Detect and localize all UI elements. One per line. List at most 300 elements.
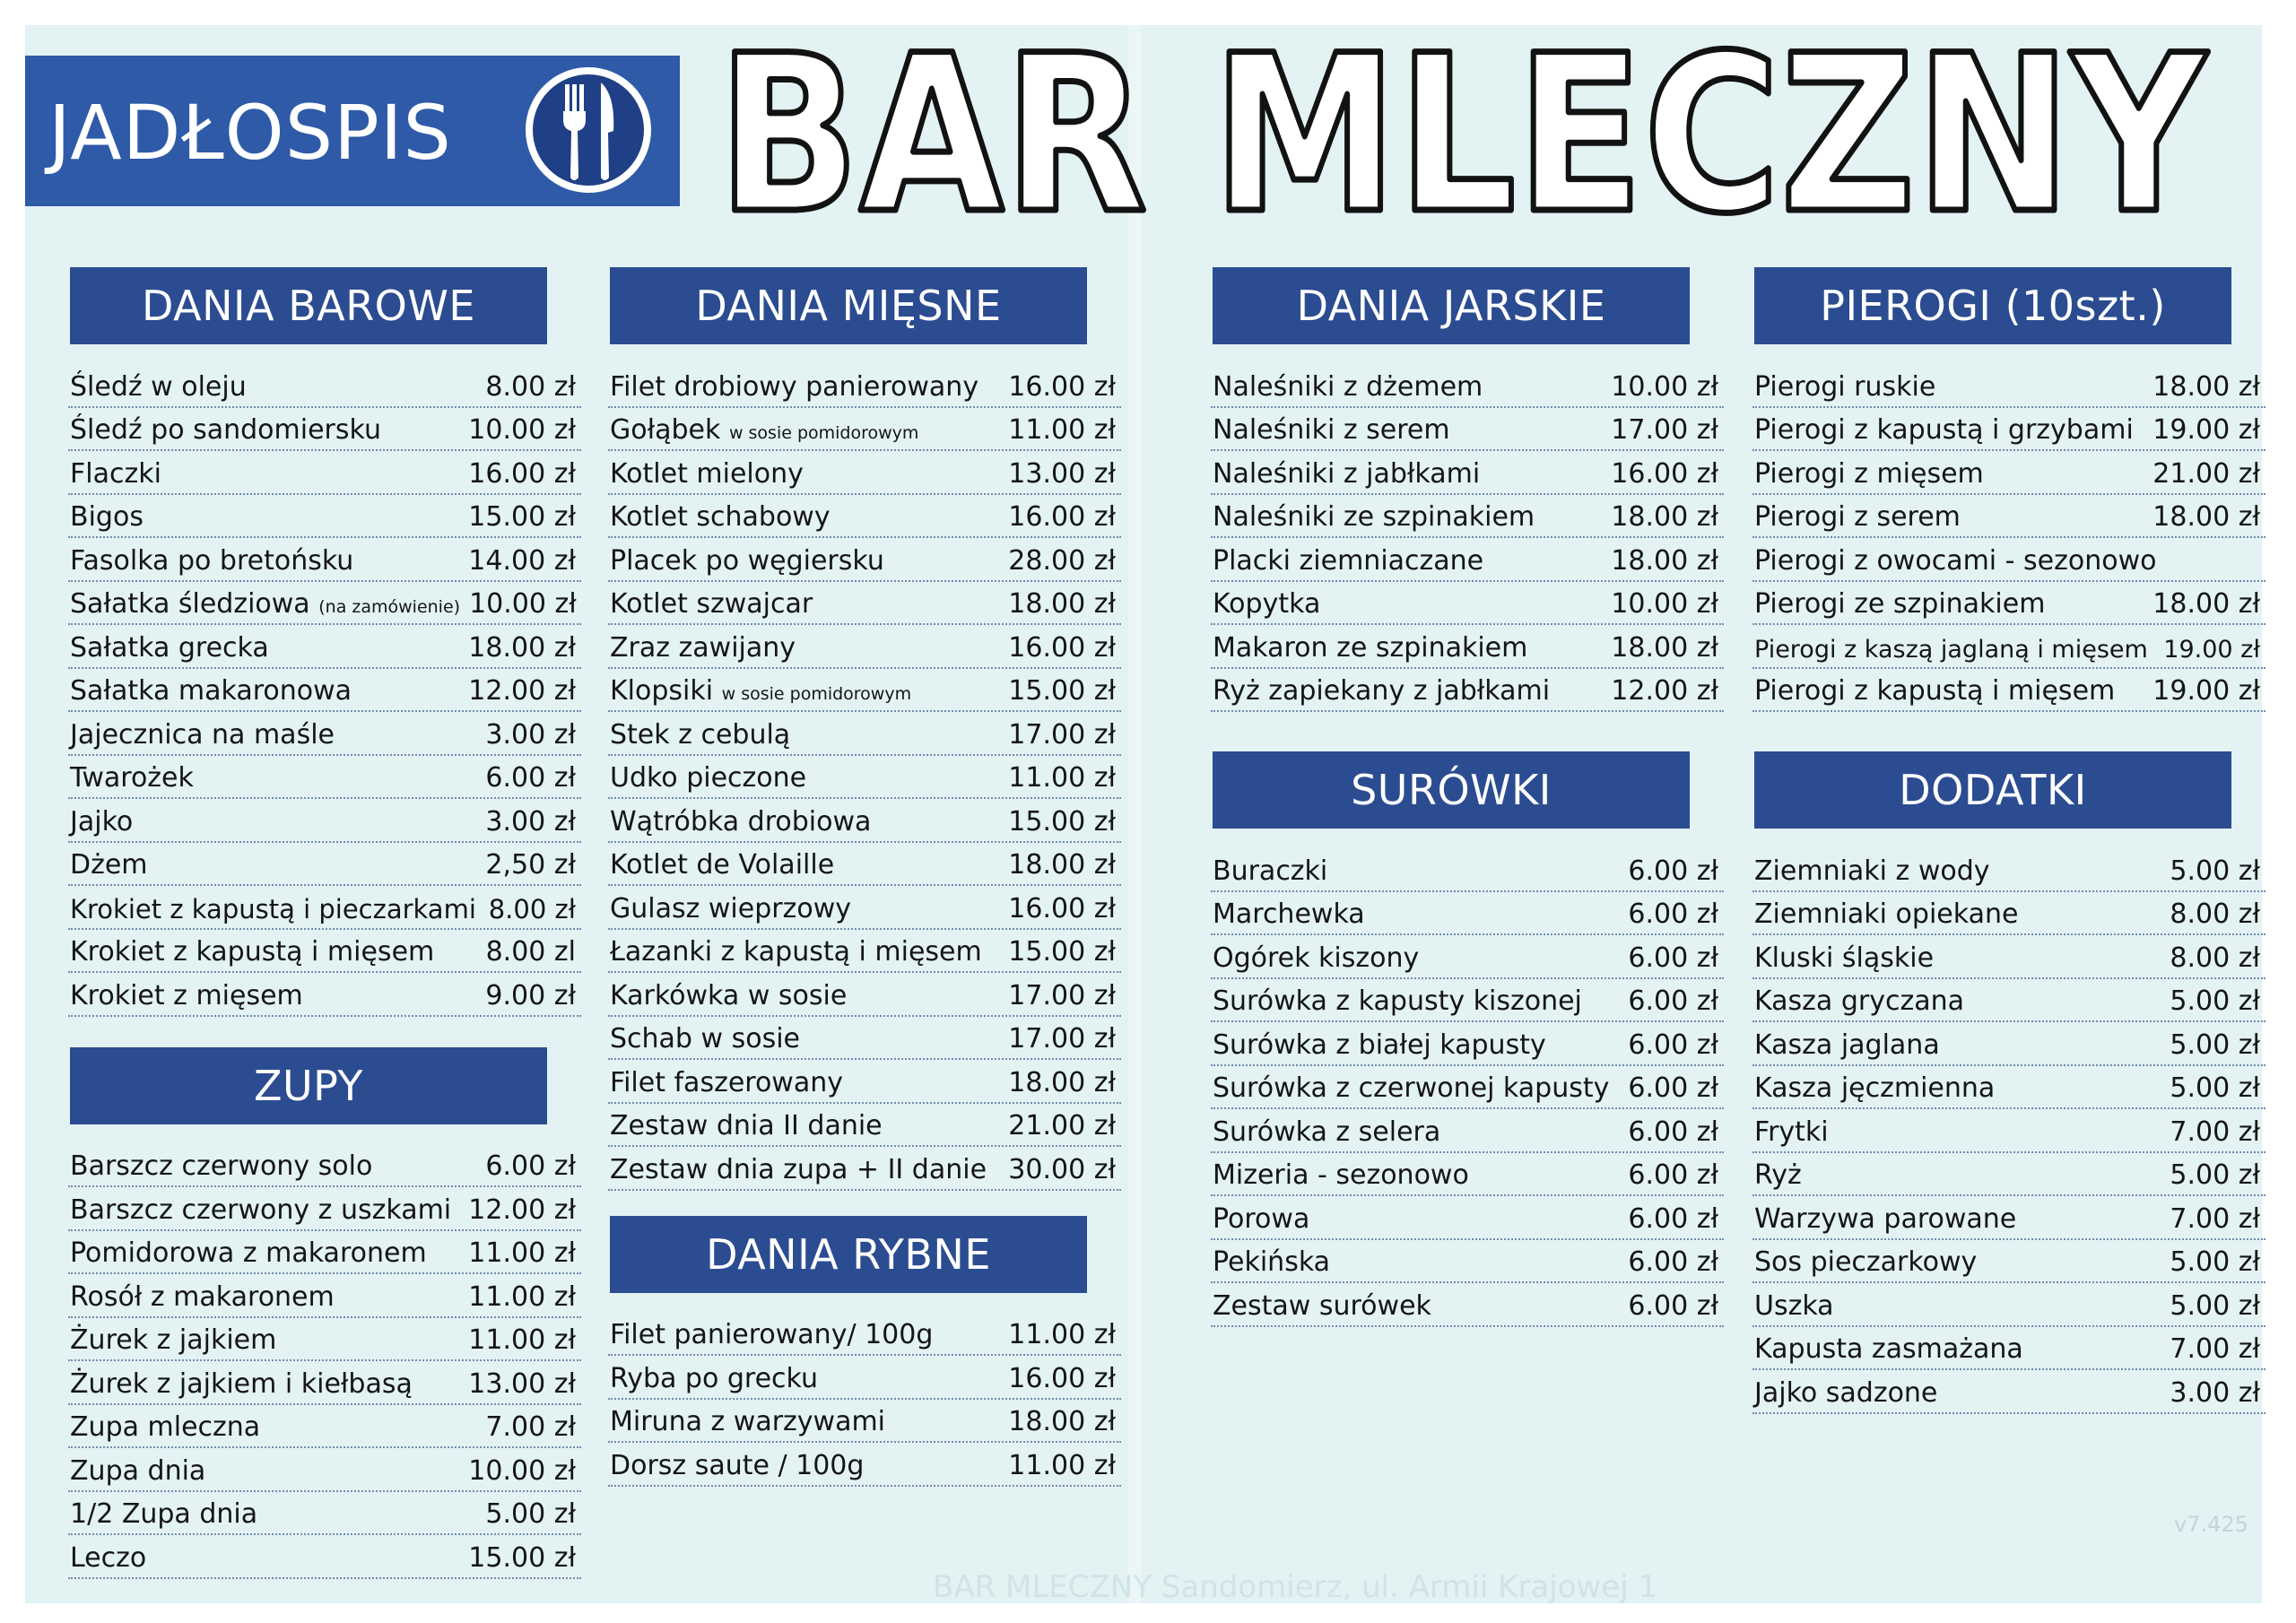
section-title: PIEROGI (10szt.) [1754, 267, 2231, 344]
item-name [70, 501, 144, 533]
menu-item [68, 495, 581, 539]
menu-item [1211, 582, 1724, 626]
item-name [610, 371, 978, 403]
item-price: 6.00 zł [1628, 942, 1718, 974]
item-price: 10.00 zł [1611, 370, 1718, 403]
item-name-text: Pierogi z kapustą i mięsem [1754, 675, 2116, 707]
item-name [1754, 545, 2156, 577]
item-name [70, 894, 476, 924]
item-price: 18.00 zł [1008, 1066, 1116, 1098]
item-name [1213, 1246, 1330, 1278]
menu-item [1752, 538, 2266, 582]
item-name [70, 371, 247, 403]
item-price: 11.00 zł [1008, 1449, 1116, 1481]
item-name [1213, 1290, 1431, 1322]
item-price: 8.00 zł [2170, 898, 2260, 930]
item-name [1213, 898, 1365, 930]
item-price: 13.00 zł [1008, 457, 1116, 490]
menu-item [68, 538, 581, 582]
item-name [70, 1324, 276, 1356]
item-name-text: Ryż [1754, 1159, 1802, 1191]
item-name [1213, 1072, 1609, 1104]
item-name-text: Pierogi ruskie [1754, 370, 1936, 403]
item-name-text: Kotlet szwajcar [610, 588, 813, 620]
menu-item [68, 1448, 581, 1492]
item-name [70, 675, 352, 707]
item-name [70, 1455, 205, 1487]
column-4 [1752, 267, 2266, 1414]
item-price: 12.00 zł [1611, 675, 1718, 707]
item-name-text: Łazanki z kapustą i mięsem [610, 936, 982, 968]
menu-item [608, 538, 1121, 582]
item-name-text: Kasza gryczana [1754, 985, 1964, 1017]
section-dania-rybne [608, 1216, 1121, 1487]
menu-item [1211, 451, 1724, 495]
menu-item [1752, 1109, 2266, 1153]
item-name [1754, 1246, 1977, 1278]
menu-item [1752, 495, 2266, 539]
item-name [1754, 942, 1934, 974]
item-name-text: Karkówka w sosie [610, 979, 848, 1011]
item-price: 16.00 zł [1611, 457, 1718, 490]
item-price: 11.00 zł [1008, 414, 1116, 446]
item-name-text: Kapusta zasmażana [1754, 1333, 2023, 1365]
item-name [70, 1237, 427, 1269]
item-name-text: Kasza jęczmienna [1754, 1072, 1996, 1104]
item-name-text: Zestaw dnia zupa + II danie [610, 1153, 987, 1185]
section-title: SURÓWKI [1213, 751, 1690, 829]
item-name [1213, 1029, 1546, 1061]
item-name-text: Śledź po sandomiersku [70, 414, 381, 446]
menu-item [1752, 848, 2266, 892]
item-price: 6.00 zł [1628, 1289, 1718, 1322]
item-name [1213, 1159, 1469, 1191]
menu-item [608, 1313, 1121, 1357]
menu-item [608, 886, 1121, 930]
items [1752, 344, 2266, 712]
item-name-text: Dorsz saute / 100g [610, 1449, 865, 1481]
menu-item [608, 1017, 1121, 1061]
item-name [70, 1150, 372, 1182]
items [68, 1124, 581, 1579]
item-name-text: Krokiet z mięsem [70, 979, 303, 1011]
menu-item [608, 495, 1121, 539]
item-price: 3.00 zł [2170, 1376, 2260, 1409]
item-name [1754, 985, 1964, 1017]
item-price: 18.00 zł [1008, 1406, 1116, 1437]
menu-item [608, 408, 1121, 452]
item-name [610, 675, 911, 707]
section-dania-miesne [608, 267, 1121, 1191]
item-price: 8.00 zł [488, 893, 576, 924]
item-price: 21.00 zł [2152, 457, 2260, 490]
item-name-text: Filet faszerowany [610, 1066, 843, 1098]
item-name [70, 980, 303, 1011]
item-name [610, 1319, 933, 1350]
item-name-text: Kotlet schabowy [610, 501, 831, 533]
item-price: 13.00 zł [468, 1367, 576, 1400]
menu-item [1752, 582, 2266, 626]
item-price: 11.00 zł [1008, 762, 1116, 794]
menu-item [68, 408, 581, 452]
item-name [1213, 1203, 1309, 1235]
item-name-text: Klopsiki [610, 675, 714, 707]
item-name [70, 545, 353, 577]
item-price: 15.00 zł [468, 501, 576, 533]
item-name-text: Leczo [70, 1541, 147, 1574]
item-name [610, 632, 796, 664]
item-name-text: Sałatka makaronowa [70, 675, 352, 707]
column-1 [68, 267, 581, 1579]
section-title: DANIA JARSKIE [1213, 267, 1690, 344]
section-pierogi [1752, 267, 2266, 712]
item-name [1213, 414, 1450, 446]
menu-item [608, 582, 1121, 626]
item-name [70, 849, 148, 881]
item-name [610, 849, 834, 881]
menu-item [68, 1187, 581, 1231]
item-name-text: Flaczki [70, 457, 161, 490]
item-name-text: Jajecznica na maśle [70, 718, 335, 751]
menu-item [608, 973, 1121, 1017]
item-name [610, 1406, 885, 1437]
item-name [1754, 1333, 2023, 1365]
item-name [1754, 588, 2045, 620]
menu-item [1211, 669, 1724, 713]
item-price: 19.00 zł [2152, 675, 2260, 707]
item-price: 11.00 zł [1008, 1319, 1116, 1350]
item-name [1754, 501, 1961, 533]
column-3 [1211, 267, 1724, 1327]
section-title: DANIA BAROWE [70, 267, 547, 344]
item-name [1754, 458, 1984, 490]
item-name-text: Surówka z białej kapusty [1213, 1028, 1546, 1061]
item-name-text: Sałatka grecka [70, 631, 269, 664]
column-2 [608, 267, 1121, 1487]
item-name-text: Filet panierowany/ 100g [610, 1319, 934, 1350]
menu-item [68, 843, 581, 887]
menu-item [608, 843, 1121, 887]
item-name-text: Wątróbka drobiowa [610, 805, 872, 838]
item-name-text: Placki ziemniaczane [1213, 544, 1484, 577]
menu-item [1211, 625, 1724, 669]
item-price: 18.00 zł [1611, 631, 1718, 664]
item-price: 17.00 zł [1611, 414, 1718, 446]
item-price: 18.00 zł [2152, 588, 2260, 620]
item-name-text: Naleśniki ze szpinakiem [1213, 501, 1535, 533]
item-name-text: Kotlet de Volaille [610, 849, 835, 881]
fold-line [1128, 25, 1141, 1603]
menu-item [1752, 1022, 2266, 1066]
menu-item [1211, 1283, 1724, 1327]
item-name [1754, 636, 2148, 664]
menu-item [68, 799, 581, 843]
menu-item [1211, 1240, 1724, 1284]
item-name-text: Rosół z makaronem [70, 1280, 335, 1313]
item-name [1213, 458, 1480, 490]
item-name [610, 414, 918, 446]
section-title: DANIA RYBNE [610, 1216, 1087, 1293]
items [1211, 829, 1724, 1327]
item-name [610, 806, 871, 838]
menu-item [1752, 408, 2266, 452]
item-price: 18.00 zł [2152, 501, 2260, 533]
item-name [1213, 371, 1483, 403]
item-name-text: Kotlet mielony [610, 457, 804, 490]
menu-item [1752, 979, 2266, 1023]
menu-item [608, 930, 1121, 974]
item-price: 18.00 zł [1008, 849, 1116, 881]
menu-item [68, 930, 581, 974]
menu-item [608, 1443, 1121, 1487]
item-price: 15.00 zł [1008, 805, 1116, 838]
item-name-text: Jajko [70, 805, 134, 838]
item-price: 3.00 zł [485, 805, 576, 838]
item-name-text: Stek z cebulą [610, 718, 791, 751]
item-name-text: Kopytka [1213, 588, 1321, 620]
item-name [1213, 588, 1320, 620]
item-name-text: Surówka z selera [1213, 1115, 1441, 1148]
item-name [1754, 371, 1935, 403]
item-price: 9.00 zł [485, 979, 576, 1011]
item-name [610, 1450, 864, 1481]
item-name [70, 762, 194, 794]
item-name [70, 1194, 451, 1226]
bar-mleczny-title [709, 9, 2215, 262]
item-price: 6.00 zł [1628, 1028, 1718, 1061]
menu-item [1752, 1240, 2266, 1284]
item-price: 10.00 zł [468, 1454, 576, 1487]
menu-item [68, 756, 581, 800]
item-price: 14.00 zł [468, 544, 576, 577]
menu-item [1752, 935, 2266, 979]
item-price: 15.00 zł [468, 1541, 576, 1574]
menu-item [68, 669, 581, 713]
item-name-text: Śledź w oleju [70, 370, 247, 403]
menu-item [1211, 1196, 1724, 1240]
item-name [70, 1498, 257, 1530]
menu-item [1211, 1022, 1724, 1066]
item-note: w sosie pomidorowym [728, 423, 919, 443]
item-name-text: Żurek z jajkiem [70, 1324, 277, 1356]
items [1752, 829, 2266, 1414]
item-name-text: Ziemniaki opiekane [1754, 898, 2019, 930]
menu-item [1752, 892, 2266, 936]
item-name-text: Warzywa parowane [1754, 1202, 2017, 1235]
menu-item [68, 1492, 581, 1536]
item-price: 8.00 zł [2170, 942, 2260, 974]
section-dania-jarskie [1211, 267, 1724, 712]
item-name-text: Zestaw surówek [1213, 1289, 1431, 1322]
item-name [70, 588, 460, 620]
item-name-text: Gołąbek [610, 414, 721, 446]
menu-item [68, 1318, 581, 1362]
item-name [610, 1067, 843, 1098]
item-name-text: Naleśniki z jabłkami [1213, 457, 1481, 490]
menu-item [68, 582, 581, 626]
item-price: 7.00 zł [2170, 1333, 2260, 1365]
item-name-text: Udko pieczone [610, 762, 807, 794]
menu-item [68, 364, 581, 408]
item-name [1754, 675, 2115, 707]
item-name [1213, 855, 1327, 887]
menu-item [1752, 1196, 2266, 1240]
item-note: w sosie pomidorowym [721, 684, 912, 704]
item-price: 6.00 zł [485, 1150, 576, 1182]
item-name-text: Naleśniki z serem [1213, 414, 1450, 446]
item-price: 5.00 zł [2170, 1246, 2260, 1278]
item-name-text: Pierogi z kapustą i grzybami [1754, 414, 2134, 446]
item-price: 5.00 zł [2170, 855, 2260, 887]
item-name [1754, 1029, 1940, 1061]
item-name [610, 545, 884, 577]
item-name-text: Buraczki [1213, 855, 1328, 887]
item-name-text: Fasolka po bretońsku [70, 544, 354, 577]
item-name-text: Barszcz czerwony z uszkami [70, 1193, 452, 1226]
item-price: 6.00 zł [1628, 1246, 1718, 1278]
item-name-text: Gulasz wieprzowy [610, 892, 851, 924]
item-price: 5.00 zł [2170, 1159, 2260, 1191]
item-name-text: Pekińska [1213, 1246, 1331, 1278]
item-name [1754, 1203, 2016, 1235]
item-price: 8.00 zl [485, 936, 576, 968]
item-name [1754, 1116, 1829, 1148]
section-title: DANIA MIĘSNE [610, 267, 1087, 344]
item-price: 6.00 zł [1628, 855, 1718, 887]
item-name [1754, 1072, 1995, 1104]
menu-item [1211, 1109, 1724, 1153]
menu-item [1211, 848, 1724, 892]
item-price: 5.00 zł [2170, 1289, 2260, 1322]
item-name-text: Pierogi z serem [1754, 501, 1961, 533]
item-price: 16.00 zł [1008, 501, 1116, 533]
item-name [70, 1542, 146, 1574]
item-name [70, 936, 434, 968]
item-name [1754, 1159, 1802, 1191]
item-name-text: Sos pieczarkowy [1754, 1246, 1978, 1278]
item-name-text: Frytki [1754, 1115, 1829, 1148]
item-name [610, 1023, 800, 1055]
item-name-text: Ryba po grecku [610, 1362, 818, 1394]
item-name-text: Schab w sosie [610, 1023, 800, 1055]
item-name-text: Kasza jaglana [1754, 1028, 1940, 1061]
item-name [610, 458, 804, 490]
item-name [1213, 1116, 1440, 1148]
item-name [610, 1363, 818, 1394]
item-name [70, 458, 161, 490]
item-price: 28.00 zł [1008, 544, 1116, 577]
menu-item [1211, 935, 1724, 979]
item-price: 6.00 zł [1628, 1202, 1718, 1235]
item-price: 10.00 zł [468, 414, 576, 446]
item-price: 21.00 zł [1008, 1110, 1116, 1141]
item-name-text: Zupa dnia [70, 1454, 206, 1487]
item-price: 17.00 zł [1008, 979, 1116, 1011]
section-title: ZUPY [70, 1047, 547, 1124]
menu-item [608, 756, 1121, 800]
menu-item [1752, 1283, 2266, 1327]
item-name [1754, 414, 2134, 446]
item-price: 8.00 zł [485, 370, 576, 403]
item-name-text: Mizeria - sezonowo [1213, 1159, 1469, 1191]
menu-item [608, 1060, 1121, 1104]
item-name [1213, 545, 1483, 577]
menu-item [1752, 451, 2266, 495]
item-name [610, 762, 806, 794]
menu-item [1211, 495, 1724, 539]
menu-item [1211, 538, 1724, 582]
footer-address: BAR MLECZNY Sandomierz, ul. Armii Krajowej 1 [933, 1569, 1658, 1605]
menu-item [608, 1147, 1121, 1191]
menu-item [68, 625, 581, 669]
item-price: 18.00 zł [1611, 544, 1718, 577]
menu-item [1752, 364, 2266, 408]
menu-item [608, 799, 1121, 843]
item-name-text: Naleśniki z dżemem [1213, 370, 1483, 403]
item-name-text: Pierogi z kaszą jaglaną i mięsem [1754, 635, 2148, 664]
item-name [610, 1110, 883, 1141]
item-price: 17.00 zł [1008, 1023, 1116, 1055]
item-name [610, 588, 813, 620]
menu-item [1752, 669, 2266, 713]
item-name-text: Żurek z jajkiem i kiełbasą [70, 1367, 413, 1400]
item-name [70, 806, 133, 838]
item-name-text: Krokiet z kapustą i pieczarkami [70, 893, 476, 924]
menu-item [68, 1144, 581, 1188]
item-price: 11.00 zł [468, 1280, 576, 1313]
item-name-text: Makaron ze szpinakiem [1213, 631, 1528, 664]
item-price: 17.00 zł [1008, 718, 1116, 751]
item-price: 19.00 zł [2163, 635, 2260, 664]
menu-item [68, 1231, 581, 1275]
item-name [70, 1411, 260, 1443]
menu-item [68, 451, 581, 495]
menu-item [608, 364, 1121, 408]
item-name [1213, 632, 1527, 664]
item-name [1754, 855, 1990, 887]
menu-item [608, 669, 1121, 713]
item-name-text: Pomidorowa z makaronem [70, 1237, 427, 1269]
menu-item [68, 886, 581, 930]
item-price: 12.00 zł [468, 675, 576, 707]
item-name [1754, 1377, 1937, 1409]
item-price: 16.00 zł [468, 457, 576, 490]
menu-item [608, 1400, 1121, 1444]
item-name-text: Jajko sadzone [1754, 1376, 1938, 1409]
menu-item [1211, 408, 1724, 452]
item-name-text: Surówka z czerwonej kapusty [1213, 1072, 1610, 1104]
menu-item [1752, 625, 2266, 669]
menu-item [1211, 364, 1724, 408]
menu-item [1211, 892, 1724, 936]
menu-item [1752, 1327, 2266, 1371]
item-price: 16.00 zł [1008, 370, 1116, 403]
item-price: 7.00 zł [485, 1411, 576, 1443]
item-price: 18.00 zł [1611, 501, 1718, 533]
item-name [610, 936, 982, 968]
item-name-text: Ogórek kiszony [1213, 942, 1420, 974]
item-name-text: Marchewka [1213, 898, 1365, 930]
brand-word: JADŁOSPIS [48, 89, 452, 177]
menu-item [68, 1274, 581, 1318]
title-text: BAR MLECZNY [718, 9, 2209, 262]
item-price: 6.00 zł [1628, 1072, 1718, 1104]
item-name-text: Ryż zapiekany z jabłkami [1213, 675, 1551, 707]
items [68, 344, 581, 1017]
item-name-text: Zupa mleczna [70, 1411, 261, 1443]
menu-item [608, 1356, 1121, 1400]
item-price: 16.00 zł [1008, 1362, 1116, 1394]
